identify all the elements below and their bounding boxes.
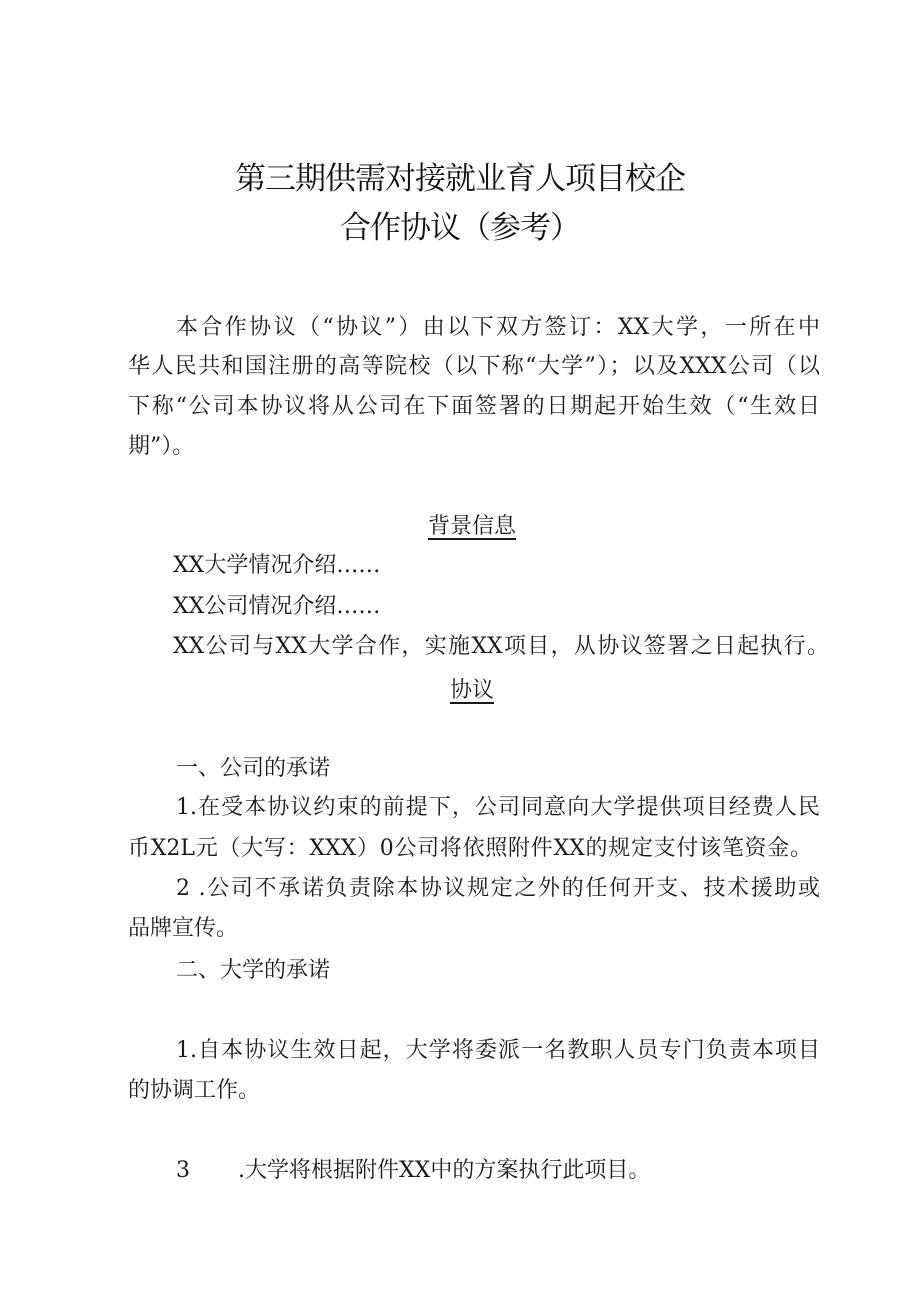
university-commitment-heading: 二、大学的承诺	[176, 958, 331, 983]
clause-3-number: 3	[176, 1158, 190, 1183]
document-title-line-1: 第三期供需对接就业育人项目校企	[235, 161, 685, 197]
company-commitment-heading: 一、公司的承诺	[176, 756, 331, 781]
background-item-university: XX大学情况介绍……	[173, 553, 381, 578]
university-clause-1-line-1: 1.自本协议生效日起，大学将委派一名教职人员专门负责本项目	[176, 1038, 820, 1063]
background-item-company: XX公司情况介绍……	[173, 594, 381, 619]
university-clause-1-line-2: 的协调工作。	[128, 1078, 261, 1103]
background-heading: 背景信息	[427, 514, 516, 539]
company-clause-2-line-2: 品牌宣传。	[128, 916, 239, 941]
background-item-cooperation: XX公司与XX大学合作，实施XX项目，从协议签署之日起执行。	[173, 634, 829, 659]
intro-line-2: 华人民共和国注册的高等院校（以下称“大学”）；以及XXX公司（以	[128, 354, 820, 379]
intro-line-3: 下称“公司本协议将从公司在下面签署的日期起开始生效（“生效日	[128, 394, 820, 419]
company-clause-2-line-1: 2 .公司不承诺负责除本协议规定之外的任何开支、技术援助或	[176, 876, 820, 901]
clause-3-text: .大学将根据附件XX中的方案执行此项目。	[238, 1158, 651, 1183]
intro-line-4: 期”）。	[128, 434, 195, 459]
company-clause-1-line-2: 币X2L元（大写：XXX）0公司将依照附件XX的规定支付该笔资金。	[128, 836, 812, 861]
company-clause-1-line-1: 1.在受本协议约束的前提下，公司同意向大学提供项目经费人民	[176, 795, 820, 820]
university-clause-3	[176, 1156, 650, 1186]
intro-line-1: 本合作协议（“协议”）由以下双方签订：XX大学，一所在中	[176, 315, 820, 340]
agreement-heading: 协议	[449, 678, 494, 703]
document-title-line-2: 合作协议（参考）	[340, 210, 580, 246]
